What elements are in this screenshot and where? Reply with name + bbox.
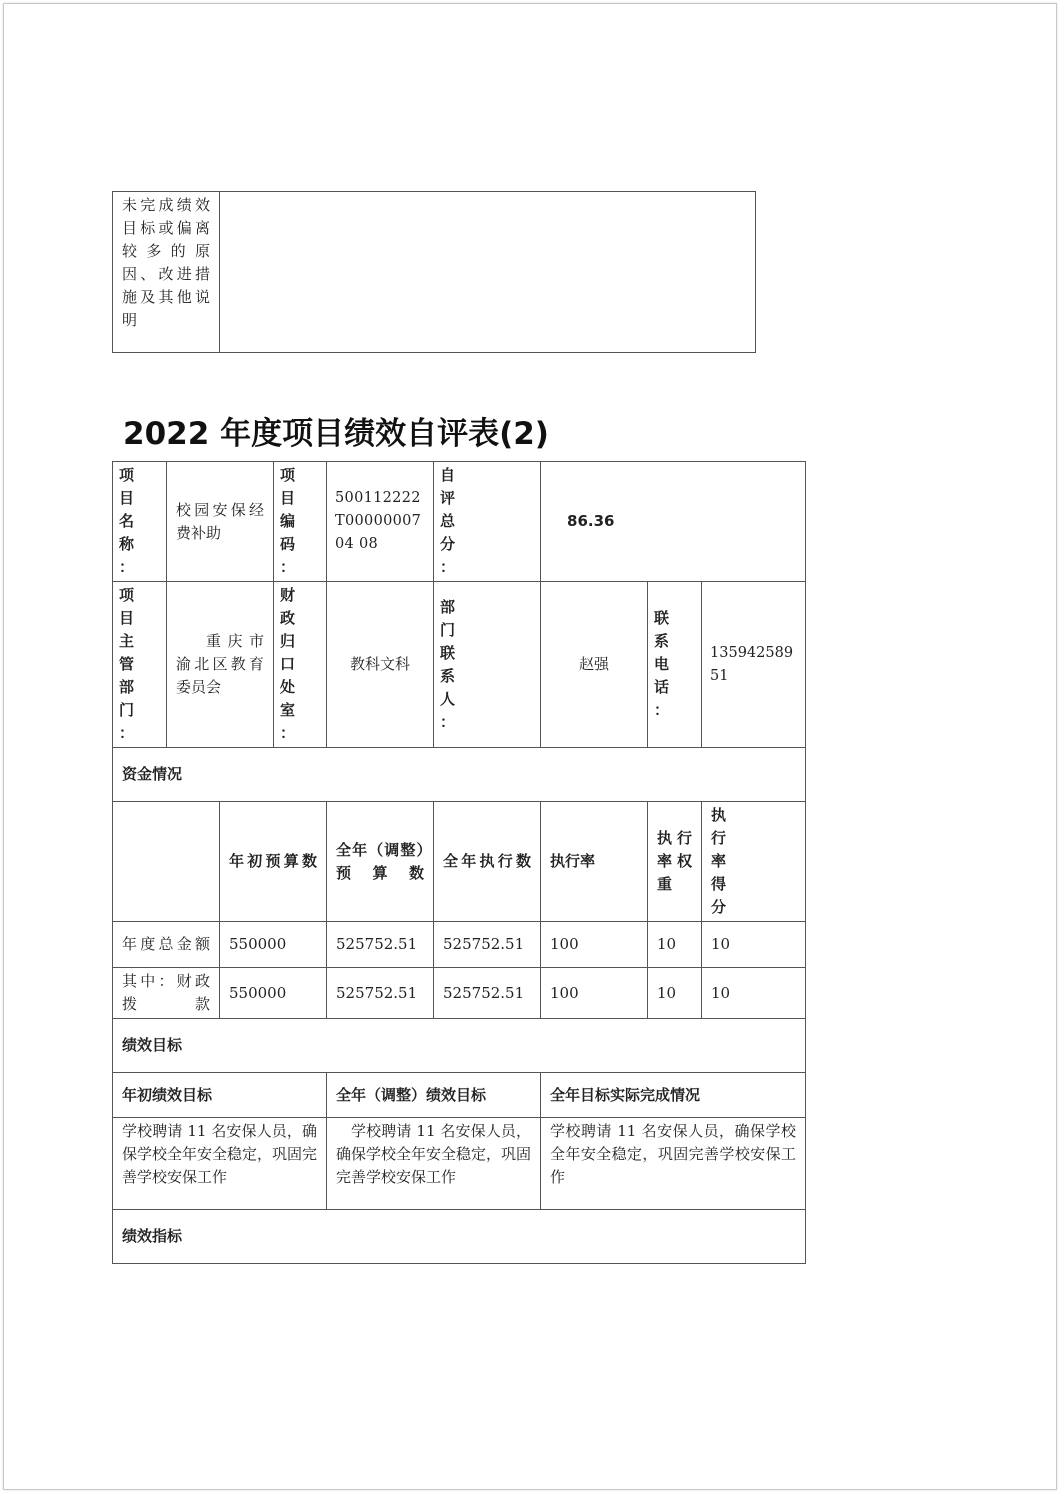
remarks-table [112, 191, 756, 353]
contact-label: 部门联系人： [434, 582, 541, 748]
funds-cell: 525752.51 [434, 922, 541, 968]
score-label: 自评总分： [434, 462, 541, 582]
funds-section-label: 资金情况 [113, 748, 806, 802]
funds-cell: 100 [541, 968, 648, 1019]
goals-section-label: 绩效目标 [113, 1019, 806, 1073]
funds-header-rate: 执行率 [541, 802, 648, 922]
evaluation-table [112, 461, 806, 1264]
indicators-section-label: 绩效指标 [113, 1210, 806, 1264]
goal-initial-text: 学校聘请 11 名安保人员，确保学校全年安全稳定，巩固完善学校安保工作 [113, 1118, 327, 1210]
funds-cell: 10 [648, 968, 702, 1019]
goal-actual-text: 学校聘请 11 名安保人员，确保学校全年安全稳定，巩固完善学校安保工作 [541, 1118, 806, 1210]
funds-cell: 525752.51 [434, 968, 541, 1019]
funds-cell: 10 [702, 968, 806, 1019]
funds-cell: 550000 [220, 922, 327, 968]
funds-cell: 100 [541, 922, 648, 968]
funds-row-label: 年度总金额 [113, 922, 220, 968]
remarks-label: 未完成绩效目标或偏离较多的原因、改进措施及其他说明 [113, 192, 220, 353]
funds-cell: 550000 [220, 968, 327, 1019]
funds-header-score: 执行率得分 [702, 802, 806, 922]
goal-adjusted-text: 学校聘请 11 名安保人员，确保学校全年安全稳定，巩固完善学校安保工作 [327, 1118, 541, 1210]
goals-header-adjusted: 全年（调整）绩效目标 [327, 1073, 541, 1118]
project-name-label: 项目名称： [113, 462, 167, 582]
goals-header-actual: 全年目标实际完成情况 [541, 1073, 806, 1118]
goals-header-initial: 年初绩效目标 [113, 1073, 327, 1118]
table-row [113, 922, 806, 968]
phone-value: 13594258951 [702, 582, 806, 748]
funds-cell: 525752.51 [327, 922, 434, 968]
dept-value: 重庆市渝北区教育委员会 [167, 582, 274, 748]
project-name-value: 校园安保经费补助 [167, 462, 274, 582]
office-label: 财政归口处室： [274, 582, 327, 748]
phone-label: 联系电话： [648, 582, 702, 748]
funds-header-blank [113, 802, 220, 922]
page-title: 2022 年度项目绩效自评表(2) [123, 416, 549, 452]
funds-header-initial: 年初预算数 [220, 802, 327, 922]
project-code-label: 项目编码： [274, 462, 327, 582]
funds-cell: 525752.51 [327, 968, 434, 1019]
table-row [113, 968, 806, 1019]
contact-value: 赵强 [541, 582, 648, 748]
funds-header-executed: 全年执行数 [434, 802, 541, 922]
funds-header-adjusted: 全年（调整）预算数 [327, 802, 434, 922]
office-value: 教科文科 [327, 582, 434, 748]
funds-cell: 10 [648, 922, 702, 968]
dept-label: 项目主管部门： [113, 582, 167, 748]
remarks-value [220, 192, 756, 353]
funds-cell: 10 [702, 922, 806, 968]
funds-header-weight: 执行率权重 [648, 802, 702, 922]
funds-row-label: 其中：财政拨款 [113, 968, 220, 1019]
score-value: 86.36 [541, 462, 806, 582]
project-code-value: 500112222T0000000704 08 [327, 462, 434, 582]
